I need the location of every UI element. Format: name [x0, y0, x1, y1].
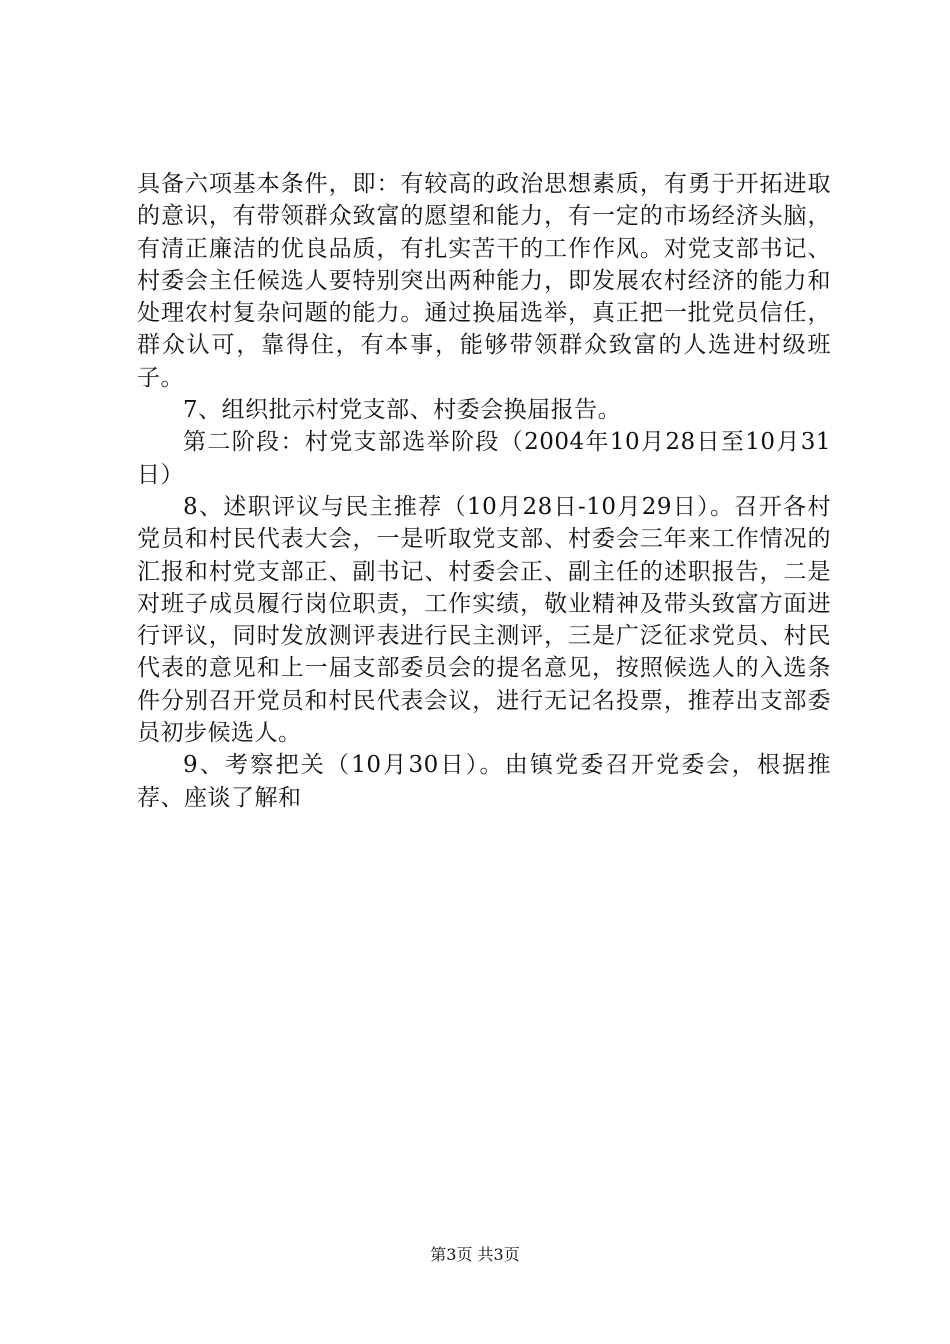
paragraph-item-9: 9、考察把关（10月30日）。由镇党委召开党委会，根据推荐、座谈了解和	[137, 752, 831, 811]
paragraph-conditions: 具备六项基本条件，即：有较高的政治思想素质，有勇于开拓进取的意识，有带领群众致富的愿望和能力，有一定的市场经济头脑，有清正廉洁的优良品质，有扎实苦干的工作作风。对党支部书记、村委会主任候选人要特别突出两种能力，即发展农村经济的能力和处理农村复杂问题的能力。通过换届选举，真正把一批党员信任，群众认可，靠得住，有本事，能够带领群众致富的人选进村级班子。	[137, 171, 831, 391]
page-footer	[0, 1245, 950, 1265]
page-number-label: 第3页 共3页	[430, 1245, 520, 1264]
paragraph-item-7: 7、组织批示村党支部、村委会换届报告。	[183, 397, 622, 424]
document-body	[137, 168, 831, 814]
paragraph-stage-two-heading: 第二阶段：村党支部选举阶段（2004年10月28日至10月31日）	[137, 429, 831, 488]
paragraph-item-8: 8、述职评议与民主推荐（10月28日-10月29日）。召开各村党员和村民代表大会，一是听取党支部、村委会三年来工作情况的汇报和村党支部正、副书记、村委会正、副主任的述职报告，二是对班子成员履行岗位职责，工作实绩，敬业精神及带头致富方面进行评议，同时发放测评表进行民主测评，三是广泛征求党员、村民代表的意见和上一届支部委员会的提名意见，按照候选人的入选条件分别召开党员和村民代表会议，进行无记名投票，推荐出支部委员初步候选人。	[137, 493, 831, 747]
